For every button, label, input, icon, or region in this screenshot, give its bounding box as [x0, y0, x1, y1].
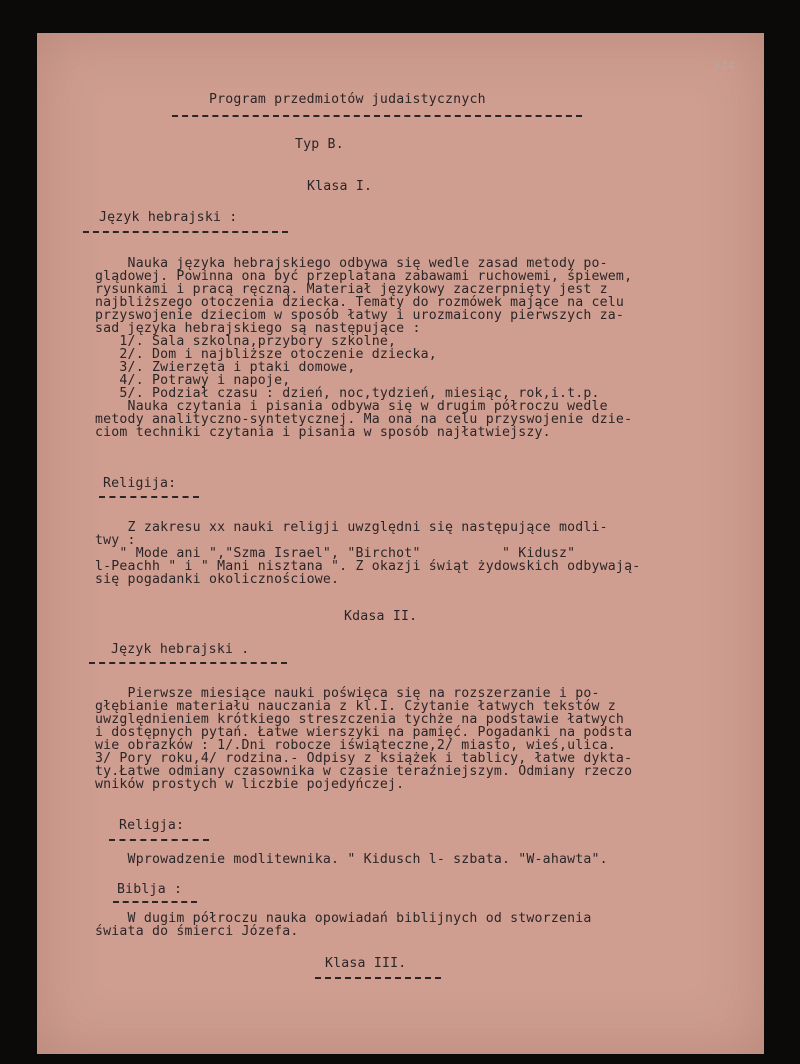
- class2-religion-line: Wprowadzenie modlitewnika. " Kidusch l- szbata. "W-ahawta".: [95, 852, 608, 867]
- class1-hebrew-line: metody analityczno-syntetycznej. Ma ona na celu przyswojenie dzie-: [95, 412, 633, 427]
- class1-religion-line: Z zakresu xx nauki religji uwzględni się następujące modli-: [95, 520, 608, 535]
- class2-heading: Kdasa II.: [344, 609, 418, 624]
- class1-heading: Klasa I.: [307, 179, 373, 194]
- class1-hebrew-line: ciom techniki czytania i pisania w sposób najłatwiejszy.: [95, 425, 551, 440]
- class1-religion-line: się pogadanki okolicznościowe.: [95, 572, 340, 587]
- class2-bible-underline: [113, 901, 197, 903]
- class2-hebrew-line: i dostępnych pytań. Łatwe wierszyki na pamięć. Pogadanki na podsta: [95, 725, 633, 740]
- class2-religion-heading: Religja:: [119, 818, 185, 833]
- class1-hebrew-line: Nauka czytania i pisania odbywa się w drugim półroczu wedle: [95, 399, 608, 414]
- archive-number: 344: [713, 59, 735, 73]
- class1-hebrew-line: 5/. Podział czasu : dzień, noc,tydzień, miesiąc, rok,i.t.p.: [95, 386, 600, 401]
- class2-bible-line: W dugim półroczu nauka opowiadań biblijnych od stworzenia: [95, 911, 592, 926]
- class1-hebrew-line: Nauka języka hebrajskiego odbywa się wedle zasad metody po-: [95, 256, 608, 271]
- class1-religion-line: twy :: [95, 533, 136, 548]
- page-title: Program przedmiotów judaistycznych: [209, 92, 486, 107]
- class1-hebrew-line: najbliższego otoczenia dziecka. Tematy do rozmówek mające na celu: [95, 295, 625, 310]
- class2-hebrew-line: wie obrazków : 1/.Dni robocze iświąteczne,2/ miasto, wieś,ulica.: [95, 738, 616, 753]
- class1-religion-line: " Mode ani ","Szma Israel", "Birchot" " Kidusz": [95, 546, 576, 561]
- class1-hebrew-line: 2/. Dom i najbliższe otoczenie dziecka,: [95, 347, 437, 362]
- class2-hebrew-line: głębianie materiału nauczania z kl.I. Czytanie łatwych tekstów z: [95, 699, 616, 714]
- class1-hebrew-underline: [83, 231, 288, 233]
- class2-hebrew-underline: [89, 662, 287, 664]
- class1-religion-heading: Religija:: [103, 476, 177, 491]
- class2-hebrew-line: uwzględnieniem krótkiego streszczenia tychże na podstawie łatwych: [95, 712, 625, 727]
- class2-hebrew-line: Pierwsze miesiące nauki poświęca się na rozszerzanie i po-: [95, 686, 600, 701]
- class1-hebrew-line: przyswojenie dzieciom w sposób łatwy i urozmaicony pierwszych za-: [95, 308, 625, 323]
- class2-hebrew-heading: Język hebrajski .: [111, 642, 250, 657]
- class1-hebrew-line: 3/. Zwierzęta i ptaki domowe,: [95, 360, 356, 375]
- class2-hebrew-line: 3/ Pory roku,4/ rodzina.- Odpisy z książek i tablicy, łatwe dykta-: [95, 751, 633, 766]
- class3-underline: [315, 977, 441, 979]
- class1-hebrew-line: glądowej. Powinna ona być przeplatana zabawami ruchowemi, śpiewem,: [95, 269, 633, 284]
- class2-hebrew-line: ty.Łatwe odmiany czasownika w czasie teraźniejszym. Odmiany rzeczo: [95, 764, 633, 779]
- class1-religion-underline: [99, 496, 199, 498]
- class1-hebrew-line: sad języka hebrajskiego są następujące :: [95, 321, 421, 336]
- title-underline: [172, 115, 582, 117]
- document-page: [37, 33, 764, 1054]
- class2-religion-underline: [109, 839, 209, 841]
- class1-hebrew-line: 4/. Potrawy i napoje,: [95, 373, 291, 388]
- class2-hebrew-line: wników prostych w liczbie pojedyńczej.: [95, 777, 405, 792]
- class1-hebrew-line: rysunkami i pracą ręczną. Materiał językowy zaczerpnięty jest z: [95, 282, 608, 297]
- class3-heading: Klasa III.: [325, 956, 407, 971]
- class1-hebrew-line: 1/. Sala szkolna,przybory szkolne,: [95, 334, 397, 349]
- class1-religion-line: l-Peachh " i " Mani nisztana ". Z okazji świąt żydowskich odbywają-: [95, 559, 641, 574]
- class2-bible-line: świata do śmierci Józefa.: [95, 924, 299, 939]
- class2-bible-heading: Biblja :: [117, 882, 183, 897]
- class1-hebrew-heading: Język hebrajski :: [99, 210, 238, 225]
- type-label: Typ B.: [295, 137, 344, 152]
